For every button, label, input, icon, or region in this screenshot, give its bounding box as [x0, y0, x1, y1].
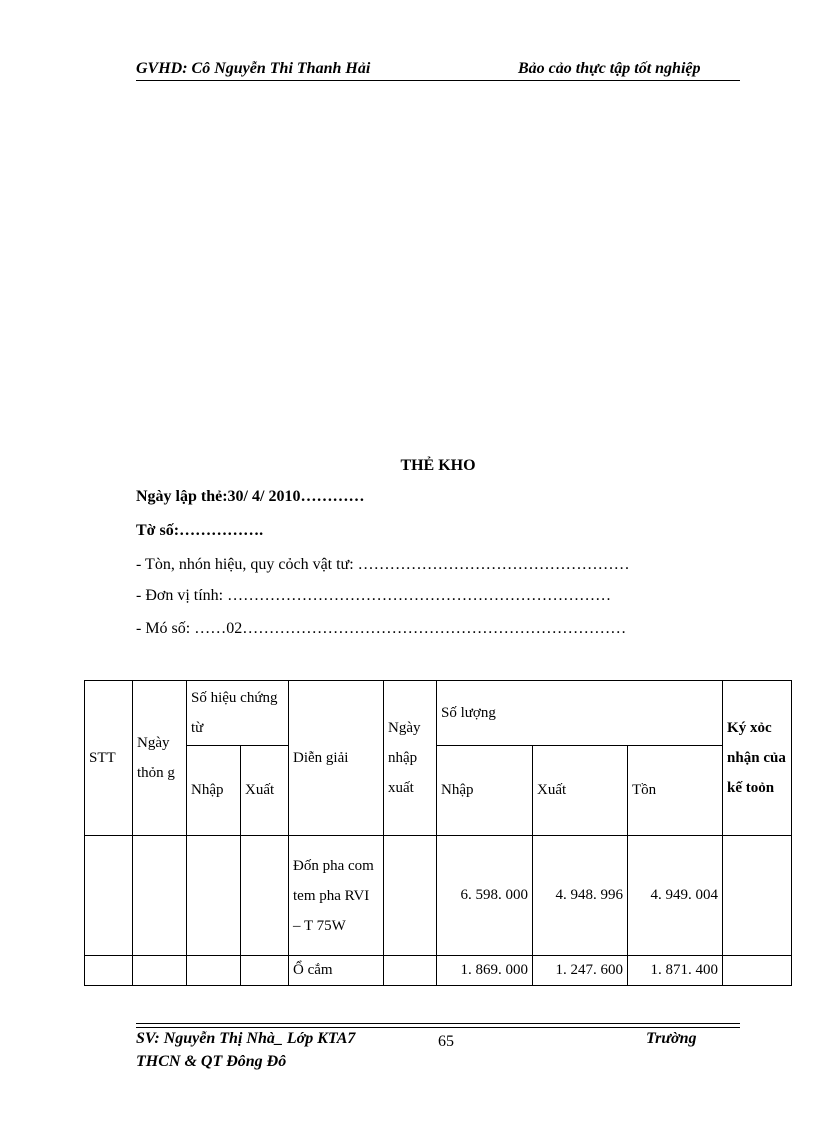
header-right: Bảo cảo thực tập tốt nghiệp [518, 60, 701, 77]
item-name-line: - Tòn, nhón hiệu, quy cỏch vật tư: …………………………………………… [136, 556, 630, 573]
table-row [85, 836, 792, 956]
table-row [85, 956, 792, 986]
cell-ct-xuat [241, 836, 289, 956]
cell-sl-nhap: 1. 869. 000 [437, 956, 533, 986]
footer-rule-top [136, 1023, 740, 1024]
header-so-luong: Số lượng [437, 681, 723, 746]
cell-sl-xuat: 1. 247. 600 [533, 956, 628, 986]
header-stt: STT [85, 681, 133, 836]
footer-rule-bottom [136, 1027, 740, 1028]
code-line: - Mó số: ……02……………………………………………………………… [136, 620, 627, 637]
footer-student: SV: Nguyễn Thị Nhà_ Lớp KTA7 [136, 1030, 356, 1047]
cell-dien-giai: Đốn pha com tem pha RVI – T 75W [289, 836, 384, 956]
sheet-number-line: Tờ số:……………. [136, 522, 264, 539]
header-row-1 [85, 681, 792, 746]
cell-dien-giai: Ổ cắm [289, 956, 384, 986]
header-row-2 [85, 746, 792, 836]
cell-sl-ton: 4. 949. 004 [628, 836, 723, 956]
cell-ngay-nx [384, 836, 437, 956]
date-line: Ngày lập thẻ:30/ 4/ 2010………… [136, 488, 365, 505]
cell-stt [85, 836, 133, 956]
cell-ky [723, 956, 792, 986]
header-ngay-nhap-xuat: Ngày nhập xuất [384, 681, 437, 836]
cell-ngay [133, 956, 187, 986]
footer-right: Trường [646, 1030, 697, 1047]
cell-stt [85, 956, 133, 986]
cell-sl-nhap: 6. 598. 000 [437, 836, 533, 956]
header-sl-nhap: Nhập [437, 746, 533, 836]
page-number: 65 [438, 1033, 454, 1050]
header-sl-xuat: Xuất [533, 746, 628, 836]
unit-line: - Đơn vị tính: ……………………………………………………………… [136, 587, 612, 604]
header-ngay-thang: Ngày thỏn g [133, 681, 187, 836]
header-dien-giai: Diễn giải [289, 681, 384, 836]
header-left: GVHD: Cô Nguyễn Thi Thanh Hải [136, 60, 371, 77]
header-so-hieu: Số hiệu chứng từ [187, 681, 289, 746]
cell-ngay [133, 836, 187, 956]
header-ct-xuat: Xuất [241, 746, 289, 836]
doc-title: THẺ KHO [400, 457, 476, 474]
cell-ky [723, 836, 792, 956]
cell-sl-xuat: 4. 948. 996 [533, 836, 628, 956]
cell-ngay-nx [384, 956, 437, 986]
footer-school: THCN & QT Đông Đô [136, 1053, 287, 1070]
cell-sl-ton: 1. 871. 400 [628, 956, 723, 986]
cell-ct-nhap [187, 836, 241, 956]
header-rule [136, 80, 740, 81]
stock-card-table [84, 680, 792, 986]
header-sl-ton: Tồn [628, 746, 723, 836]
cell-ct-xuat [241, 956, 289, 986]
cell-ct-nhap [187, 956, 241, 986]
header-ky-xac-nhan: Ký xỏc nhận của kế toỏn [723, 681, 792, 836]
header-ct-nhap: Nhập [187, 746, 241, 836]
